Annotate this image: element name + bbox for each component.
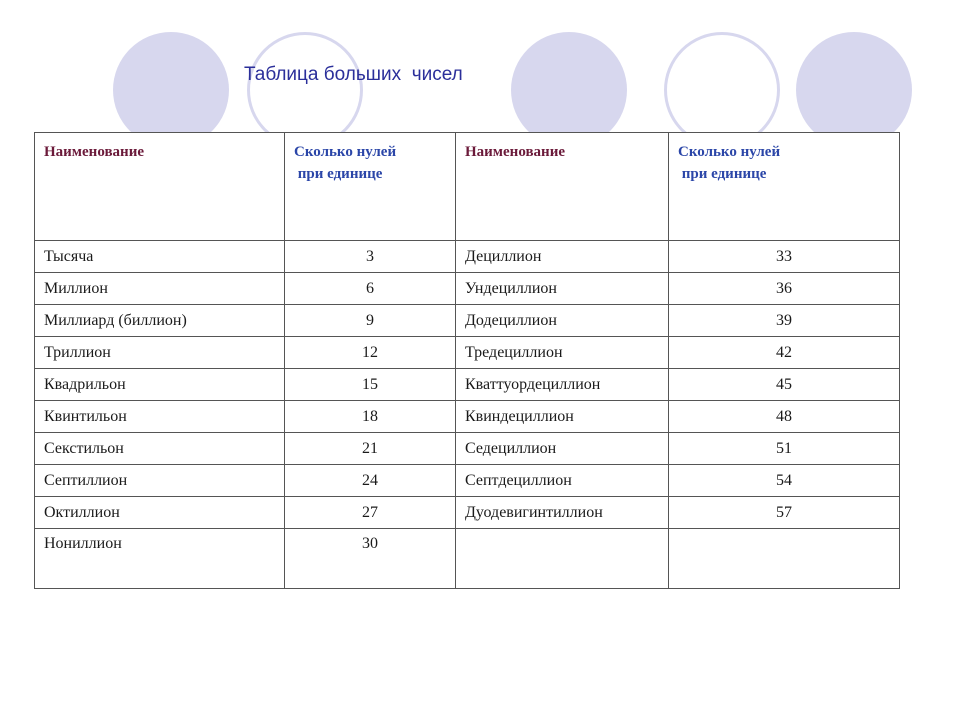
- left-name-cell: Триллион: [35, 337, 285, 369]
- left-zeros-cell: 30: [285, 529, 456, 589]
- table-row: [35, 273, 900, 305]
- table-row: [35, 529, 900, 589]
- decorative-circle-filled: [796, 32, 912, 148]
- table-body: [35, 133, 900, 589]
- left-name-cell: Септиллион: [35, 465, 285, 497]
- left-zeros-cell: 24: [285, 465, 456, 497]
- header-zeros-left: Сколько нулей при единице: [285, 133, 456, 241]
- left-zeros-cell: 3: [285, 241, 456, 273]
- left-zeros-cell: 18: [285, 401, 456, 433]
- right-zeros-cell: 57: [669, 497, 900, 529]
- left-name-cell: Нониллион: [35, 529, 285, 589]
- right-zeros-cell: 45: [669, 369, 900, 401]
- right-zeros-cell: 42: [669, 337, 900, 369]
- left-zeros-cell: 21: [285, 433, 456, 465]
- header-zeros-right: Сколько нулей при единице: [669, 133, 900, 241]
- left-name-cell: Миллиард (биллион): [35, 305, 285, 337]
- right-name-cell: Дуодевигинтиллион: [456, 497, 669, 529]
- table-row: [35, 241, 900, 273]
- table-row: [35, 401, 900, 433]
- decorative-circle-filled: [511, 32, 627, 148]
- table-row: [35, 497, 900, 529]
- table-row: [35, 305, 900, 337]
- left-zeros-cell: 6: [285, 273, 456, 305]
- left-zeros-cell: 27: [285, 497, 456, 529]
- header-name-right: Наименование: [456, 133, 669, 241]
- left-zeros-cell: 12: [285, 337, 456, 369]
- right-zeros-cell: 36: [669, 273, 900, 305]
- decorative-circle-ring: [247, 32, 363, 148]
- left-name-cell: Квадрильон: [35, 369, 285, 401]
- right-zeros-cell: [669, 529, 900, 589]
- left-name-cell: Тысяча: [35, 241, 285, 273]
- left-name-cell: Миллион: [35, 273, 285, 305]
- table-row: [35, 337, 900, 369]
- header-name-left: Наименование: [35, 133, 285, 241]
- big-numbers-table: [34, 132, 900, 589]
- right-name-cell: [456, 529, 669, 589]
- left-name-cell: Квинтильон: [35, 401, 285, 433]
- table-row: [35, 433, 900, 465]
- table-row: [35, 465, 900, 497]
- left-zeros-cell: 9: [285, 305, 456, 337]
- left-name-cell: Секстильон: [35, 433, 285, 465]
- decorative-circle-filled: [113, 32, 229, 148]
- right-zeros-cell: 51: [669, 433, 900, 465]
- right-zeros-cell: 48: [669, 401, 900, 433]
- right-name-cell: Ундециллион: [456, 273, 669, 305]
- right-name-cell: Септдециллион: [456, 465, 669, 497]
- right-zeros-cell: 39: [669, 305, 900, 337]
- decorative-circle-ring: [664, 32, 780, 148]
- right-zeros-cell: 54: [669, 465, 900, 497]
- page-title: Таблица больших чисел: [244, 64, 463, 85]
- left-name-cell: Октиллион: [35, 497, 285, 529]
- right-name-cell: Дециллион: [456, 241, 669, 273]
- right-name-cell: Квиндециллион: [456, 401, 669, 433]
- right-zeros-cell: 33: [669, 241, 900, 273]
- right-name-cell: Тредециллион: [456, 337, 669, 369]
- left-zeros-cell: 15: [285, 369, 456, 401]
- right-name-cell: Седециллион: [456, 433, 669, 465]
- right-name-cell: Кваттуордециллион: [456, 369, 669, 401]
- table-row: [35, 369, 900, 401]
- right-name-cell: Додециллион: [456, 305, 669, 337]
- table-header-row: [35, 133, 900, 241]
